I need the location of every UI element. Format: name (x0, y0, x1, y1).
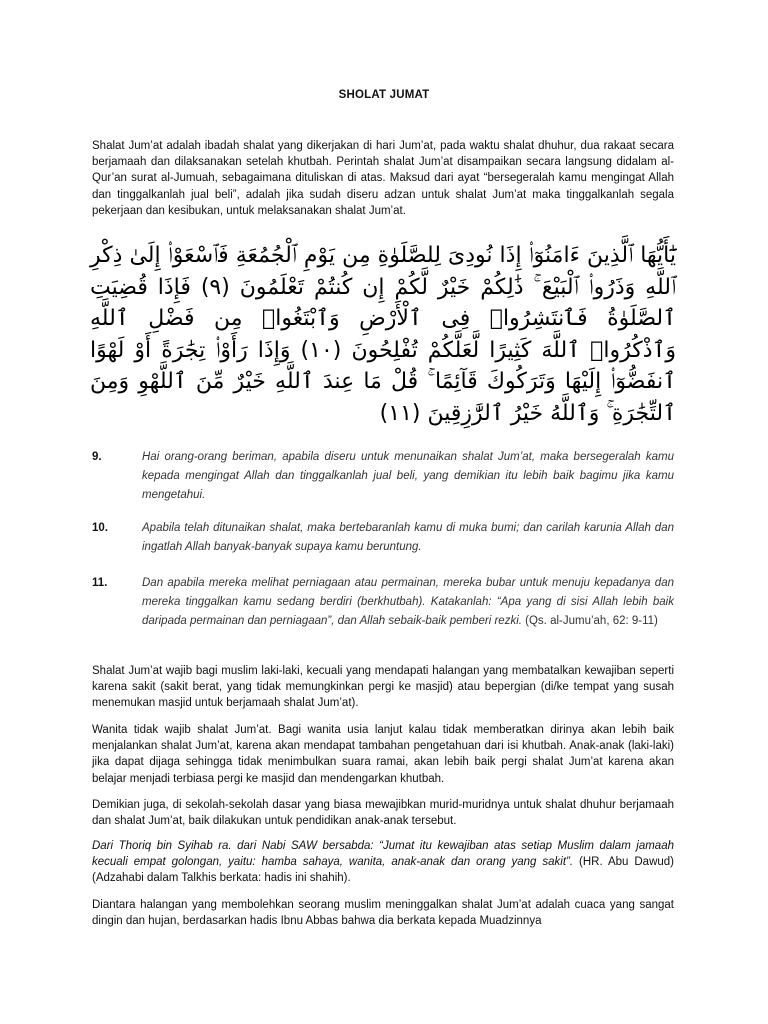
verse-reference: (Qs. al-Jumu’ah, 62: 9-11) (525, 615, 658, 627)
verse-number: 9. (92, 451, 102, 463)
verse-number: 11. (92, 577, 108, 589)
verse-text: Apabila telah ditunaikan shalat, maka bertebaranlah kamu di muka bumi; dan carilah karunia Allah dan ingatlah Allah banyak-banyak supaya kamu beruntung. (142, 522, 674, 553)
paragraph-exemptions: Diantara halangan yang membolehkan seorang muslim meninggalkan shalat Jum’at adalah cuaca yang sangat dingin dan hujan, berdasarkan hadis Ibnu Abbas bahwa dia berkata kepada Muadzinnya (92, 899, 674, 928)
verse-text: Dan apabila mereka melihat perniagaan atau permainan, mereka bubar untuk menuju kepadanya dan mereka tinggalkan kamu sedang berdiri (berkhutbah). Katakanlah: “Apa yang di sisi Allah lebih baik daripada permainan dan perniagaan”, dan Allah sebaik-baik pemberi rezki. (142, 577, 674, 627)
hadith-quote: Dari Thoriq bin Syihab ra. dari Nabi SAW bersabda: “Jumat itu kewajiban atas setiap Muslim dalam jamaah kecuali empat golongan, yaitu: hamba sahaya, wanita, anak-anak dan orang yang sakit”. (92, 840, 674, 869)
intro-paragraph: Shalat Jum’at adalah ibadah shalat yang dikerjakan di hari Jum’at, pada waktu shalat dhuhur, dua rakaat secara berjamaah dan dilaksanakan setelah khutbah. Perintah shalat Jum’at disampaikan secara langsung didalam al-Qur’an surat al-Jumuah, sebagaimana dituliskan di atas. Maksud dari ayat “bersegeralah kamu mengingat Allah dan tinggalkanlah jual beli”, adalah jika sudah diseru adzan untuk shalat Jum’at maka tinggalkanlah segala pekerjaan dan kesibukan, untuk melaksanakan shalat Jum’at. (92, 140, 674, 217)
verse-9 (92, 448, 674, 505)
hadith-source: (HR. Abu Dawud) (Adzahabi dalam Talkhis berkata: hadis ini shahih). (92, 856, 674, 885)
paragraph-women: Wanita tidak wajib shalat Jum’at. Bagi wanita usia lanjut kalau tidak memberatkan dirinya akan lebih baik menjalankan shalat Jum’at, karena akan mendapat tambahan pengetahuan dari isi khutbah. Anak-anak (laki-laki) jika dapat dijaga sehingga tidak menimbulkan suara ramai, akan lebih baik pergi shalat Jum’at karena akan belajar menjadi terbiasa pergi ke masjid dan mendengarkan khutbah. (92, 724, 674, 785)
verse-10 (92, 519, 674, 557)
paragraph-hadith (92, 838, 674, 887)
verse-translation (142, 448, 674, 505)
paragraph-obligation: Shalat Jum’at wajib bagi muslim laki-laki, kecuali yang mendapati halangan yang membatalkan kewajiban seperti karena sakit (sakit berat, yang tidak memungkinkan pergi ke masjid) atau bepergian (di/ke tempat yang susah menemukan masjid untuk berjamaah shalat Jum’at). (92, 665, 674, 710)
verse-11 (92, 574, 674, 631)
verse-translation (142, 519, 674, 557)
arabic-verse-block: يَٰٓأَيُّهَا ٱلَّذِينَ ءَامَنُوٓا۟ إِذَا نُودِىَ لِلصَّلَوٰةِ مِن يَوْمِ ٱلْجُمُعَةِ فَٱسْعَوْا۟ إِلَىٰ ذِكْرِ ٱللَّهِ وَذَرُوا۟ ٱلْبَيْعَ ۚ ذَٰلِكُمْ خَيْرٌ لَّكُمْ إِن كُنتُمْ تَعْلَمُونَ (٩) فَإِذَا قُضِيَتِ ٱلصَّلَوٰةُ فَٱنتَشِرُوا۟ فِى ٱلْأَرْضِ وَٱبْتَغُوا۟ مِن فَضْلِ ٱللَّهِ وَٱذْكُرُوا۟ ٱللَّهَ كَثِيرًا لَّعَلَّكُمْ تُفْلِحُونَ (١٠) وَإِذَا رَأَوْا۟ تِجَٰرَةً أَوْ لَهْوًا ٱنفَضُّوٓا۟ إِلَيْهَا وَتَرَكُوكَ قَآئِمًا ۚ قُلْ مَا عِندَ ٱللَّهِ خَيْرٌ مِّنَ ٱللَّهْوِ وَمِنَ ٱلتِّجَٰرَةِ ۚ وَٱللَّهُ خَيْرُ ٱلرَّٰزِقِينَ (١١) (90, 243, 677, 426)
verse-translation (142, 574, 674, 631)
paragraph-schools: Demikian juga, di sekolah-sekolah dasar yang biasa mewajibkan murid-muridnya untuk shalat dhuhur berjamaah dan shalat Jum’at, baik dilakukan untuk pendidikan anak-anak tersebut. (92, 799, 674, 828)
verse-number: 10. (92, 522, 108, 534)
verse-text: Hai orang-orang beriman, apabila diseru untuk menunaikan shalat Jum’at, maka bersegeralah kamu kepada mengingat Allah dan tinggalkanlah jual beli, yang demikian itu lebih baik bagimu jika kamu mengetahui. (142, 451, 674, 501)
page-title: SHOLAT JUMAT (338, 89, 430, 101)
